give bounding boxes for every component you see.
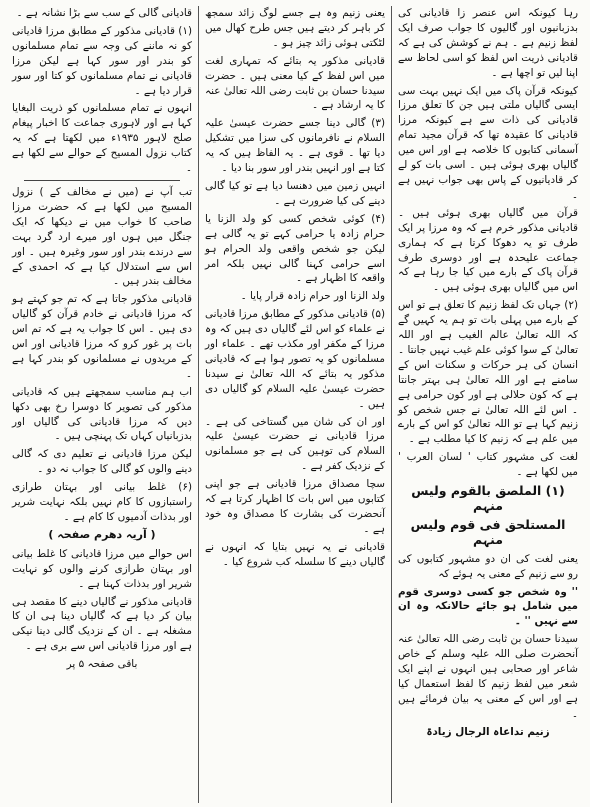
divider — [24, 180, 180, 181]
column-middle — [199, 6, 392, 803]
paragraph: (۶) غلط بیانی اور بہتان طرازی راستبازوں کا کام نہیں بلکہ نہایت شریر اور بدذات آدمیوں کا کام ہے ۔ — [12, 481, 192, 523]
paragraph: (۲) جہاں تک لفظ زنیم کا تعلق ہے تو اس کے بارے میں پہلی بات تو ہم یہ کہیں گے کہ اللہ تعالیٰ عالم الغیب ہے اور اللہ تعالیٰ کے سوا کوئی علم غیب نہیں جانتا ۔ انسان کی ہر حرکات و سکنات اس کے سامنے ہے اور اللہ تعالیٰ ہی بہتر جانتا ہے کہ کون حلالی ہے اور کون حرامی ہے ۔ اس لئے اللہ تعالیٰ نے جس شخص کو زنیم کہا ہے تو اللہ تعالیٰ کو اس کے بارے میں علم ہے کہ زنیم کا کیا مطلب ہے ۔ — [398, 299, 578, 446]
quoted-meaning: '' وہ شخص جو کسی دوسری قوم میں شامل ہو جائے حالانکہ وہ ان سے نہیں '' ۔ — [398, 585, 578, 628]
paragraph: (۵) قادیانی مذکور کے مطابق مرزا قادیانی نے علماء کو اس لئے گالیاں دی ہیں کہ وہ مرزا کے مکفر اور مکذب تھے ۔ علماء اور مسلمانوں کو یہ تصور ہوا ہے کہ قادیانی مذکور یہ بتائے کہ اللہ تعالیٰ نے سیدنا حضرت عیسیٰ علیہ السلام کو گالیاں دی ہیں ۔ — [205, 308, 385, 410]
paragraph: یعنی لغت کی ان دو مشہور کتابوں کی رو سے زنیم کے معنی یہ ہوئے کہ — [398, 552, 578, 580]
arabic-quote: المستلحق فی قوم ولیس منہم — [410, 516, 566, 547]
paragraph: سیدنا حسان بن ثابت رضی اللہ تعالیٰ عنہ آنحضرت صلی اللہ علیہ وسلم کے خاص شاعر اور صحابی ہیں انہوں نے اپنے ایک شعر میں لفظ زنیم کا لفظ استعمال کیا ہے اور اس کے معنی یہ بیان فرمائے ہیں ۔ — [398, 633, 578, 720]
paragraph: قرآن میں گالیاں بھری ہوئی ہیں ۔ قادیانی مذکور خرم ہے کہ وہ مرزا پر ایک طرف تو یہ دھوکا کرتا ہے کہ ہماری جماعت علیحدہ ہے اور دوسری طرف قرآن پاک کے بارے میں کیا جا رہا ہے کہ اس میں گالیاں بھری ہوئی ہیں ۔ — [398, 206, 578, 294]
paragraph: (۳) گالی دینا جسے حضرت عیسیٰ علیہ السلام نے نافرمانوں کی سزا میں تشکیل دیا تھا ۔ قوی ہے ۔ یہ الفاظ ہیں کہ یہ کتا ہے اور انہیں بندر اور سور بنا دیا ۔ — [205, 117, 385, 175]
arabic-quote: (۱) الملصق بالقوم ولیس منہم — [411, 483, 565, 513]
paragraph: (۱) قادیانی مذکور کے مطابق مرزا قادیانی کو نہ ماننے کی وجہ سے تمام مسلمانوں کو بندر اور سور کہا ہے لیکن مرزا قادیانی نے تمام مسلمانوں کو کتا اور سور قرار دیا ہے ۔ — [12, 24, 192, 97]
paragraph: انہوں نے تمام مسلمانوں کو ذریت البغایا کہا ہے اور لاہوری جماعت کا اخبار پیغام صلح لاہور ۱۹۳۵ء میں لکھتا ہے کہ یہ کتاب نزول المسیح کے حوالے سے لکھا ہے ۔ — [12, 102, 192, 175]
paragraph: رہا کیونکہ اس عنصر زا قادیانی کی بدزبانیوں اور گالیوں کا جواب صرف ایک لفظ زنیم ہے ۔ ہم نے کوشش کی ہے کہ قادیانی ذریت اس لفظ کو اسی لحاظ سے اپنا لیں تو اچھا ہے ۔ — [398, 7, 578, 79]
paragraph: انہیں زمین میں دھنسا دیا ہے تو کیا گالی دینے کی کیا ضرورت ہے ۔ — [205, 179, 385, 207]
reference-citation: ( آریہ دھرم صفحہ ) — [48, 527, 156, 541]
paragraph: قادیانی نے یہ نہیں بتایا کہ انہوں نے گالیاں دینے کا سلسلہ کب شروع کیا ۔ — [205, 540, 385, 568]
paragraph: ولد الزنا اور حرام زادہ قرار پایا ۔ — [240, 290, 385, 303]
poetry-line: زنیم تداعاہ الرجال زیادۃ — [426, 725, 550, 738]
paragraph: کیونکہ قرآن پاک میں ایک نہیں بہت سی ایسی گالیاں ملتی ہیں جن کا تعلق مرزا قادیانی کی ذات سے ہے کیونکہ مرزا قادیانی کا عقیدہ تھا کہ قرآن مجید تمام آسمانی کتابوں کا خلاصہ ہے اور اس میں گالیاں بھری ہوئی ہیں ۔ اسی بات کو لے کر قادیانیوں کے پاس بھی جواب نہیں ہے ۔ — [398, 84, 578, 201]
paragraph: قادیانی مذکور یہ بتائے کہ تمہاری لغت میں اس لفظ کے کیا معنی ہیں ۔ حضرت سیدنا حسان بن ثابت رضی اللہ تعالیٰ عنہ کا یہ ارشاد ہے ۔ — [205, 54, 385, 112]
paragraph: قادیانی مذکور نے گالیاں دینے کا مقصد ہی بیان کر دیا ہے کہ گالیاں دینا ہی ان کا مشغلہ ہے ۔ ان کے نزدیک گالی دینا نیکی ہے اور مرزا قادیانی اس سے بری ہے ۔ — [12, 595, 192, 653]
paragraph: سچا مصداق مرزا قادیانی ہے جو اپنی کتابوں میں اس بات کا اظہار کرتا ہے کہ آنحضرت کی بشارت کا مصداق وہ خود ہے ۔ — [205, 478, 385, 535]
paragraph: اب ہم مناسب سمجھتے ہیں کہ قادیانی مذکور کی تصویر کا دوسرا رخ بھی دکھا دیں کہ مرزا قادیانی کی گالیاں اور بدزبانیاں کہاں تک پہنچی ہیں ۔ — [12, 385, 192, 443]
column-right — [392, 6, 584, 803]
paragraph: لیکن مرزا قادیانی نے تعلیم دی کہ گالی دینے والوں کو گالی کا جواب نہ دو ۔ — [12, 448, 192, 476]
paragraph: قادیانی گالی کے سب سے بڑا نشانہ ہے ۔ — [16, 7, 192, 19]
paragraph: لغت کی مشہور کتاب ' لسان العرب ' میں لکھا ہے ۔ — [398, 451, 578, 479]
paragraph: تب آپ نے (میں نے مخالف کے ) نزول المسیح میں لکھا ہے کہ حضرت مرزا صاحب کا خواب میں نے دیکھا کہ ایک جنگل میں ہوں اور میرے ارد گرد بہت سے درندے بندر اور سور وغیرہ ہیں ۔ اور اس سے استدلال کیا ہے کہ احمدی کے مخالف بندر ہیں ۔ — [12, 185, 192, 288]
paragraph: یعنی زنیم وہ ہے جسے لوگ زائد سمجھ کر باہر کر دیتے ہیں جس طرح کھال میں لٹکتی ہوئی زائد چیز ہو ۔ — [205, 7, 385, 49]
paragraph: اور ان کی شان میں گستاخی کی ہے ۔ مرزا قادیانی نے حضرت عیسیٰ علیہ السلام کی توہین کی ہے جو مسلمانوں کے نزدیک کفر ہے ۔ — [205, 415, 385, 473]
continued-note: باقی صفحہ ۵ پر — [66, 658, 138, 671]
column-left — [6, 6, 199, 803]
paragraph: اس حوالے میں مرزا قادیانی کا غلط بیانی اور بہتان طرازی کرنے والوں کو نہایت شریر اور بدذات کہنا ہے ۔ — [12, 547, 192, 590]
paragraph: قادیانی مذکور جاتا ہے کہ تم جو کہتے ہو کہ مرزا قادیانی نے خادم قرآن کو گالیاں دی ہیں ۔ اس کا جواب یہ ہے کہ تم اس بات پر غور کرو کہ مرزا قادیانی اور اس کے مریدوں نے مسلمانوں کو بندر کہا ہے ۔ — [12, 293, 192, 380]
paragraph: (۴) کوئی شخص کسی کو ولد الزنا یا حرام زادہ یا حرامی کہے تو یہ گالی ہے لیکن جو شخص واقعی ولد الحرام ہو اسے حرامی کہنا گالی نہیں بلکہ امر واقعہ کا اظہار ہے ۔ — [205, 212, 385, 285]
